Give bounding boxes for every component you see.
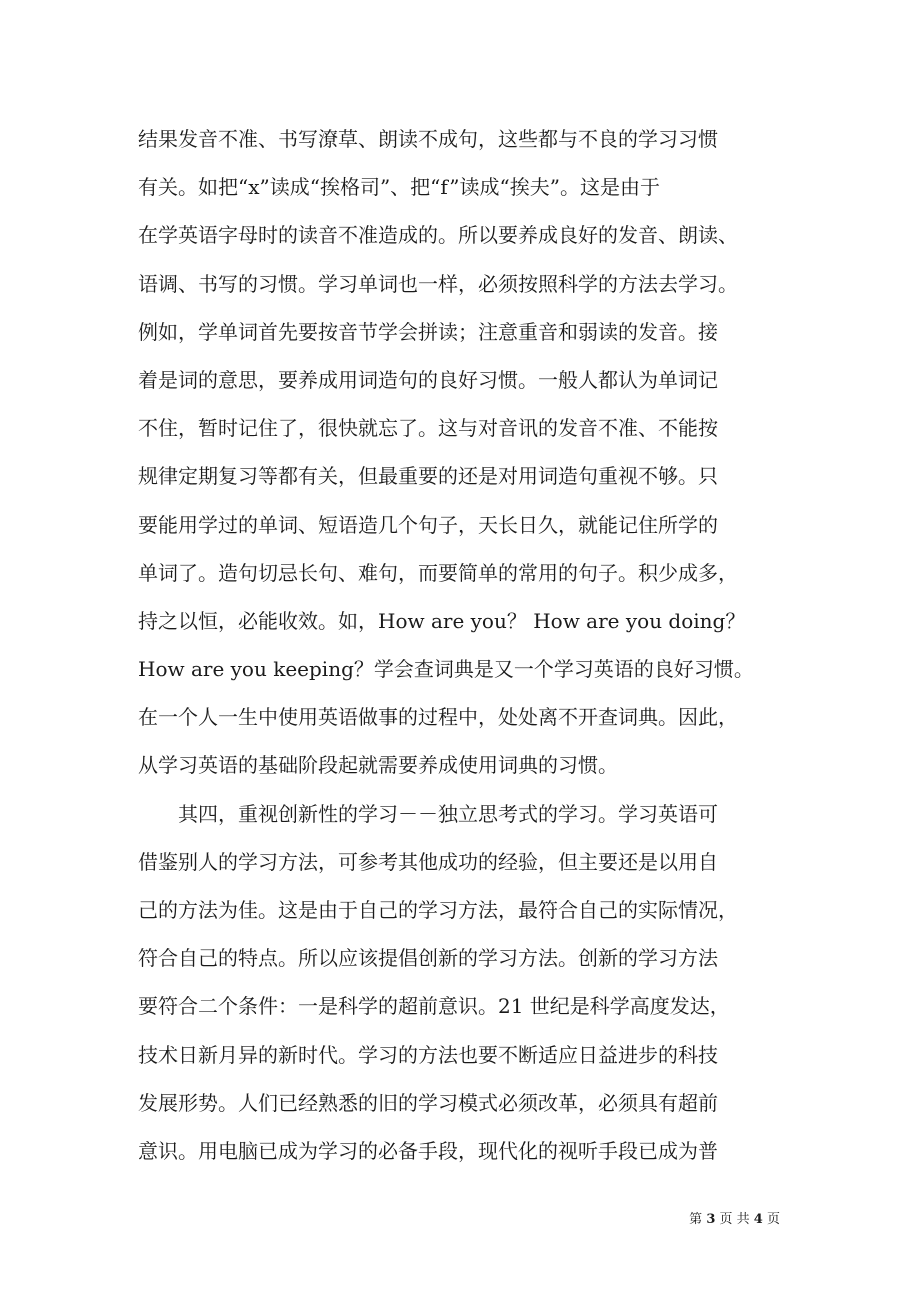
- body-text: [138, 115, 798, 1175]
- text-line: 意识。用电脑已成为学习的必备手段，现代化的视听手段已成为普: [138, 1138, 718, 1163]
- text-line: 要符合二个条件：一是科学的超前意识。21 世纪是科学高度发达，: [138, 994, 730, 1019]
- text-line: 在一个人一生中使用英语做事的过程中，处处离不开查词典。因此，: [138, 705, 738, 730]
- text-line: 发展形势。人们已经熟悉的旧的学习模式必须改革，必须具有超前: [138, 1090, 718, 1115]
- footer-prefix: 第: [689, 1212, 703, 1227]
- text-line: 结果发音不准、书写潦草、朗读不成句，这些都与不良的学习习惯: [138, 127, 718, 151]
- footer-middle: 页 共: [719, 1212, 750, 1227]
- text-line: How are you keeping？学会查词典是又一个学习英语的良好习惯。: [138, 657, 754, 682]
- footer-suffix: 页: [766, 1212, 780, 1227]
- text-line: 从学习英语的基础阶段起就需要养成使用词典的习惯。: [138, 753, 618, 778]
- text-line: 语调、书写的习惯。学习单词也一样，必须按照科学的方法去学习。: [138, 271, 738, 296]
- text-line: 单词了。造句切忌长句、难句，而要简单的常用的句子。积少成多，: [138, 560, 738, 585]
- text-line: 例如，学单词首先要按音节学会拼读；注意重音和弱读的发音。接: [138, 319, 718, 344]
- paragraph-start-line: 其四，重视创新性的学习－－独立思考式的学习。学习英语可: [178, 801, 718, 826]
- text-line: 符合自己的特点。所以应该提倡创新的学习方法。创新的学习方法: [138, 946, 718, 971]
- text-line: 己的方法为佳。这是由于自己的学习方法，最符合自己的实际情况，: [138, 898, 738, 922]
- text-line: 不住，暂时记住了，很快就忘了。这与对音讯的发音不准、不能按: [138, 416, 718, 441]
- text-line: 技术日新月异的新时代。学习的方法也要不断适应日益进步的科技: [138, 1042, 718, 1067]
- text-line: 借鉴别人的学习方法，可参考其他成功的经验，但主要还是以用自: [138, 849, 718, 874]
- page-number-footer: [689, 1208, 780, 1227]
- text-line: 规律定期复习等都有关，但最重要的还是对用词造句重视不够。只: [138, 464, 718, 489]
- text-line: 持之以恒，必能收效。如，How are you？ How are you doing？: [138, 608, 746, 633]
- text-line: 有关。如把“x”读成“挨格司”、把“f”读成“挨夫”。这是由于: [138, 175, 660, 200]
- total-pages-number: 4: [753, 1212, 763, 1227]
- text-line: 着是词的意思，要养成用词造句的良好习惯。一般人都认为单词记: [138, 367, 718, 392]
- text-line: 在学英语字母时的读音不准造成的。所以要养成良好的发音、朗读、: [138, 223, 738, 248]
- text-line: 要能用学过的单词、短语造几个句子，天长日久，就能记住所学的: [138, 512, 718, 537]
- current-page-number: 3: [706, 1212, 716, 1227]
